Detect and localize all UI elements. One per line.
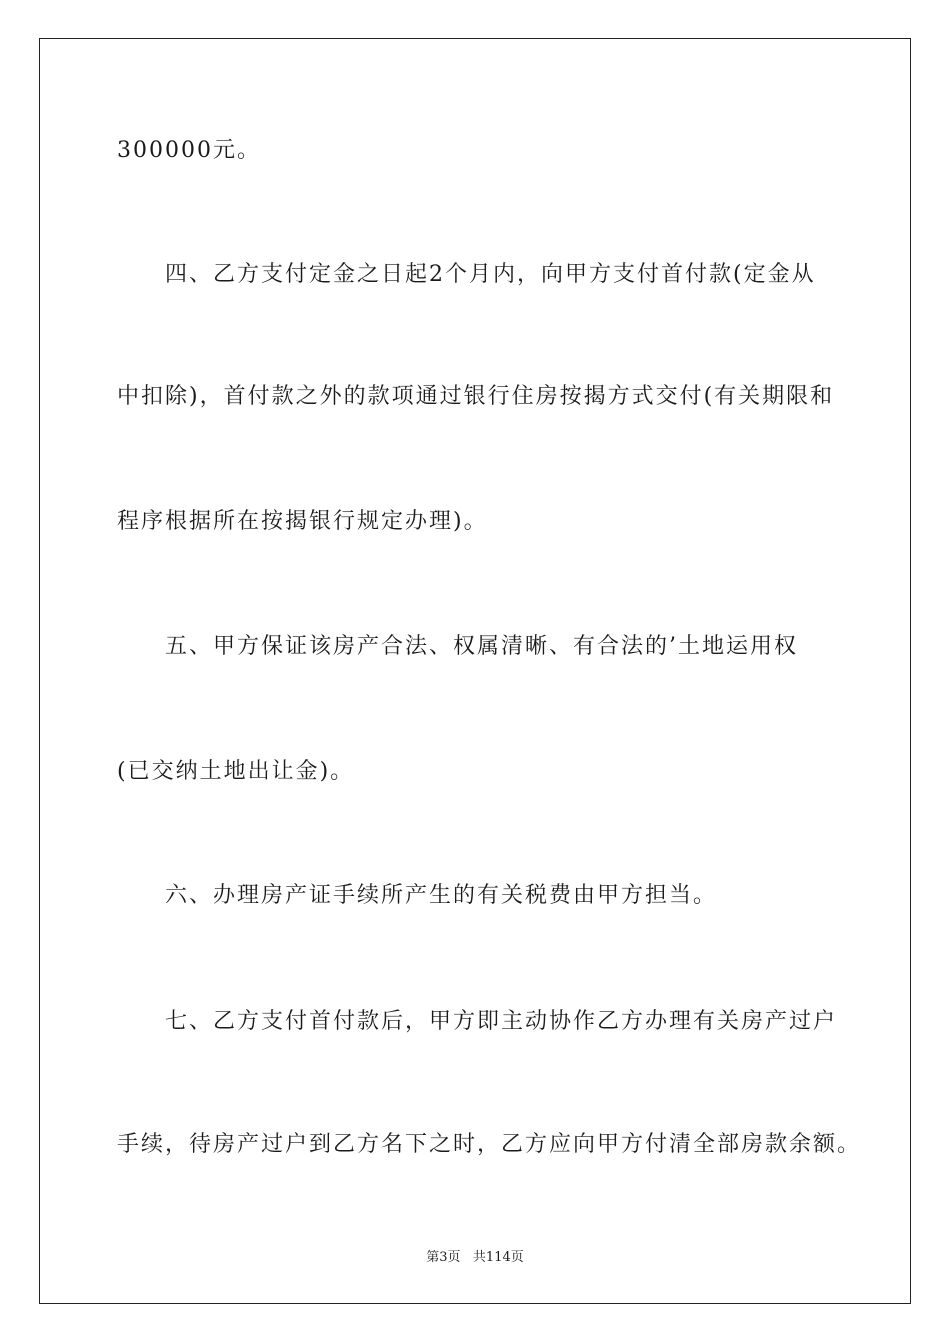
paragraph-line: 手续，待房产过户到乙方名下之时，乙方应向甲方付清全部房款余额。: [117, 1132, 862, 1157]
paragraph-line: 六、办理房产证手续所产生的有关税费由甲方担当。: [165, 883, 718, 908]
page-number-footer: 第3页 共114页: [426, 1250, 524, 1265]
paragraph-line: 中扣除)，首付款之外的款项通过银行住房按揭方式交付(有关期限和: [117, 384, 835, 409]
paragraph-line: 四、乙方支付定金之日起2个月内，向甲方支付首付款(定金从: [165, 262, 816, 287]
paragraph-line: 程序根据所在按揭银行规定办理)。: [117, 509, 488, 534]
paragraph-line: 300000元。: [117, 138, 261, 163]
paragraph-line: 七、乙方支付首付款后，甲方即主动协作乙方办理有关房产过户: [165, 1009, 838, 1034]
paragraph-line: (已交纳土地出让金)。: [117, 759, 355, 784]
page-border: [39, 38, 911, 1304]
paragraph-line: 五、甲方保证该房产合法、权属清晰、有合法的’土地运用权: [165, 634, 798, 659]
